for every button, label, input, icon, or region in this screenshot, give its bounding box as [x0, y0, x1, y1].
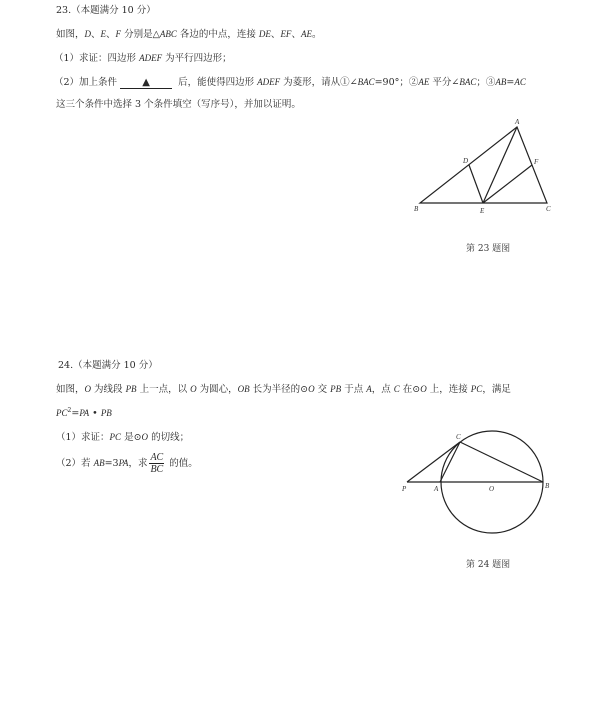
q24-stem-text: 上，连接 [426, 384, 471, 395]
q23-part2-text: = [506, 77, 515, 88]
q23-figure-caption: 第 23 题图 [466, 244, 511, 254]
var-bac: BAC [459, 77, 477, 87]
q23-part2-text: 平分∠ [429, 77, 460, 88]
q24-figure-caption: 第 24 题图 [466, 560, 511, 570]
dot-operator: • [89, 408, 101, 419]
var-de: DE [258, 29, 271, 39]
segment-ca [440, 442, 460, 482]
var-pb: PB [330, 384, 342, 394]
answer-blank[interactable]: ▲ [120, 77, 172, 89]
label-b: B [545, 482, 550, 490]
var-o: O [420, 384, 427, 394]
label-d: D [463, 157, 469, 165]
q24-stem-text: 于点 [341, 384, 367, 395]
var-bac: BAC [357, 77, 375, 87]
label-b: B [414, 205, 419, 213]
q24-stem-text: 为线段 [91, 384, 126, 395]
var-pc: PC [56, 408, 68, 418]
var-abc: ABC [159, 29, 177, 39]
q24-part1-text: 是⊙ [121, 432, 142, 443]
var-o: O [190, 384, 197, 394]
label-c: C [456, 433, 461, 441]
q24-stem-text: 交 [314, 384, 331, 395]
label-c: C [546, 205, 551, 213]
var-adef: ADEF [257, 77, 281, 87]
equals: = [71, 408, 80, 419]
label-p: P [402, 485, 407, 493]
var-o: O [141, 432, 149, 442]
q23-part2-text: 后，能使得四边形 [175, 77, 258, 88]
var-c: C [393, 384, 400, 394]
var-o: O [84, 384, 92, 394]
fraction-numerator: AC [150, 452, 164, 463]
q24-part2-text: ，求 [128, 458, 148, 469]
label-o: O [489, 485, 495, 493]
q24-part2-text: =3 [104, 458, 119, 469]
var-o: O [308, 384, 315, 394]
q24-part2-text: 的值。 [166, 458, 198, 469]
var-pb: PB [125, 384, 137, 394]
sep: 、 [291, 29, 301, 40]
var-a: A [366, 384, 372, 394]
q23-stem-text: 各边的中点，连接 [176, 29, 259, 40]
var-f: F [115, 29, 122, 39]
label-f: F [534, 158, 539, 166]
var-pb: PB [100, 408, 112, 418]
var-adef: ADEF [139, 53, 163, 63]
var-ab: AB [93, 458, 105, 468]
segment-pc [407, 442, 460, 482]
q23-header: 23.（本题满分 10 分） [56, 5, 156, 16]
q24-stem-text: 在⊙ [399, 384, 421, 395]
q24-part1-text: 的切线； [148, 432, 190, 443]
var-e: E [100, 29, 107, 39]
q23-part2-text: （2）加上条件 [54, 77, 118, 88]
var-pa: PA [79, 408, 90, 418]
q23-part1-text: 为平行四边形； [162, 53, 232, 64]
q23-stem-text: 。 [311, 29, 322, 40]
q24-part1-text: （1）求证： [56, 432, 110, 443]
var-ef: EF [280, 29, 292, 39]
sep: 、 [106, 29, 116, 40]
q23-part2-text: =90°；② [374, 77, 419, 88]
sep: 、 [270, 29, 281, 40]
var-pc: PC [470, 384, 483, 394]
q23-part2-text: 为菱形，请从①∠ [280, 77, 358, 88]
var-ob: OB [237, 384, 250, 394]
exponent: 2 [67, 406, 72, 414]
label-a: A [515, 118, 520, 126]
q24-part2-text: （2）若 [56, 458, 94, 469]
q24-stem-text: 上一点，以 [136, 384, 191, 395]
q24-stem-text: 为圆心， [196, 384, 238, 395]
q24-header: 24.（本题满分 10 分） [58, 360, 158, 371]
q24-stem-text: ，点 [371, 384, 394, 395]
var-d: D [84, 29, 92, 39]
q23-stem-text: 如图， [56, 29, 85, 40]
var-pa: PA [118, 458, 129, 468]
q23-part1-text: （1）求证：四边形 [54, 53, 140, 64]
label-a: A [434, 485, 439, 493]
q24-stem-text: 如图， [56, 384, 85, 395]
var-ae: AE [300, 29, 312, 39]
q23-part2-text: ；③ [476, 77, 496, 88]
q24-stem-text: 长为半径的⊙ [249, 384, 309, 395]
var-ae: AE [418, 77, 430, 87]
q23-stem-text: 分别是△ [121, 29, 160, 40]
q24-stem-text: ，满足 [482, 384, 511, 395]
sep: 、 [91, 29, 101, 40]
fraction-denominator: BC [150, 464, 164, 475]
var-ab: AB [495, 77, 507, 87]
var-pc: PC [109, 432, 122, 442]
q23-part2-continued: 这三个条件中选择 3 个条件填空（写序号），并加以证明。 [56, 99, 301, 110]
label-e: E [480, 207, 485, 215]
var-ac: AC [514, 77, 526, 87]
